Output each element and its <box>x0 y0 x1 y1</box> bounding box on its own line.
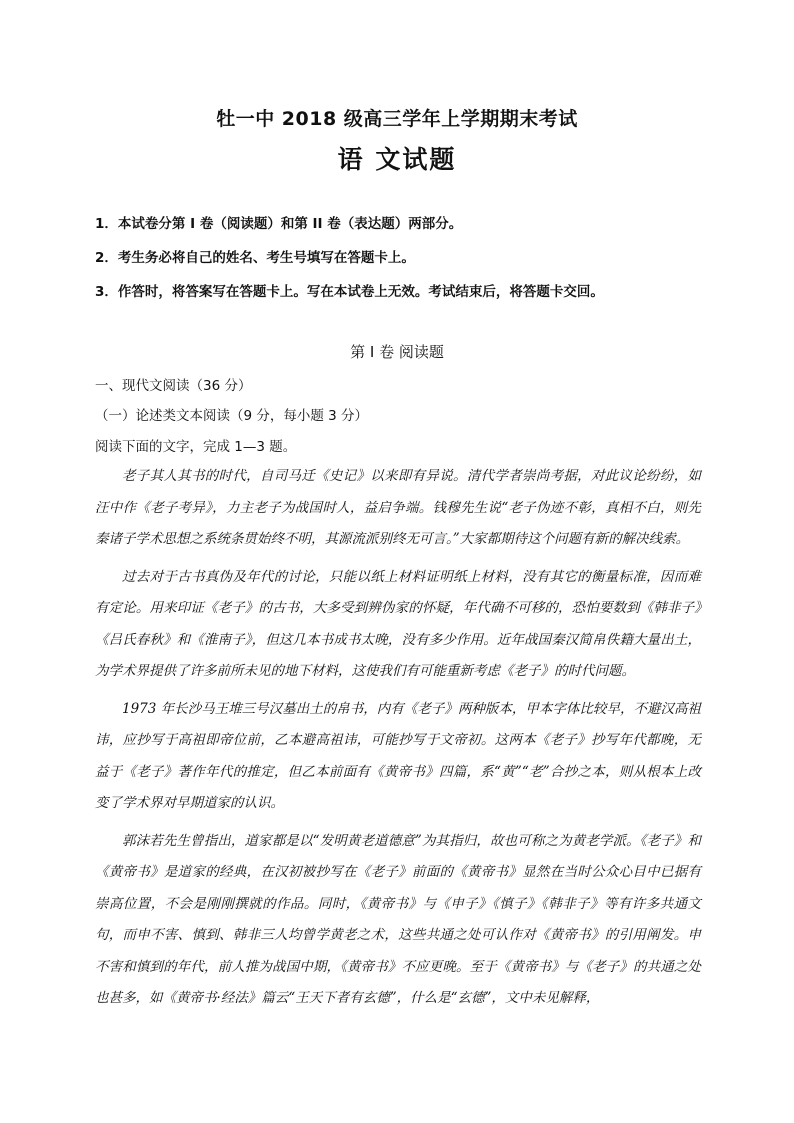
section-heading: 第 I 卷 阅读题 <box>350 343 444 361</box>
passage-paragraph: 老子其人其书的时代，自司马迁《史记》以来即有异说。清代学者崇尚考据，对此议论纷纷，如汪中作《老子考异》，力主老子为战国时人，益启争端。钱穆先生说“老子伪迹不彰，真相不白，则先秦诸子学术思想之系统条贯始终不明，其源流派别终无可言。”大家都期待这个问题有新的解决线索。 <box>95 468 701 547</box>
subpart-heading: （一）论述类文本阅读（9 分，每小题 3 分） <box>95 408 369 424</box>
reading-prompt: 阅读下面的文字，完成 1—3 题。 <box>95 439 297 455</box>
instruction-item: 3．作答时，将答案写在答题卡上。写在本试卷上无效。考试结束后，将答题卡交回。 <box>95 284 604 300</box>
part-heading: 一、现代文阅读（36 分） <box>95 378 252 394</box>
instruction-item: 2．考生务必将自己的姓名、考生号填写在答题卡上。 <box>95 250 415 266</box>
reading-passage <box>95 461 701 1021</box>
subject-title: 语 文试题 <box>337 145 457 174</box>
exam-title: 牡一中 2018 级高三学年上学期期末考试 <box>216 108 578 130</box>
instructions <box>95 214 715 316</box>
passage-paragraph: 过去对于古书真伪及年代的讨论，只能以纸上材料证明纸上材料，没有其它的衡量标准，因而难有定论。用来印证《老子》的古书，大多受到辨伪家的怀疑，年代确不可移的，恐怕要数到《韩非子》《吕氏春秋》和《淮南子》，但这几本书成书太晚，没有多少作用。近年战国秦汉简帛佚籍大量出土，为学术界提供了许多前所未见的地下材料，这使我们有可能重新考虑《老子》的时代问题。 <box>95 568 701 679</box>
passage-paragraph: 郭沫若先生曾指出，道家都是以“发明黄老道德意”为其指归，故也可称之为黄老学派。《老子》和《黄帝书》是道家的经典，在汉初被抄写在《老子》前面的《黄帝书》显然在当时公众心目中已据有崇高位置，不会是刚刚撰就的作品。同时，《黄帝书》与《申子》《慎子》《韩非子》等有许多共通文句，而申不害、慎到、韩非三人均曾学黄老之术，这些共通之处可认作对《黄帝书》的引用阐发。申不害和慎到的年代，前人推为战国中期，《黄帝书》不应更晚。至于《黄帝书》与《老子》的共通之处也甚多，如《黄帝书·经法》篇云“王天下者有玄德”，什么是“玄德”，文中未见解释， <box>95 832 701 1006</box>
passage-paragraph: 1973 年长沙马王堆三号汉墓出土的帛书，内有《老子》两种版本，甲本字体比较早，不避汉高祖讳，应抄写于高祖即帝位前，乙本避高祖讳，可能抄写于文帝初。这两本《老子》抄写年代都晚，无益于《老子》著作年代的推定，但乙本前面有《黄帝书》四篇，系“黄”“老”合抄之本，则从根本上改变了学术界对早期道家的认识。 <box>95 700 701 811</box>
instruction-item: 1．本试卷分第 I 卷（阅读题）和第 II 卷（表达题）两部分。 <box>95 216 463 232</box>
